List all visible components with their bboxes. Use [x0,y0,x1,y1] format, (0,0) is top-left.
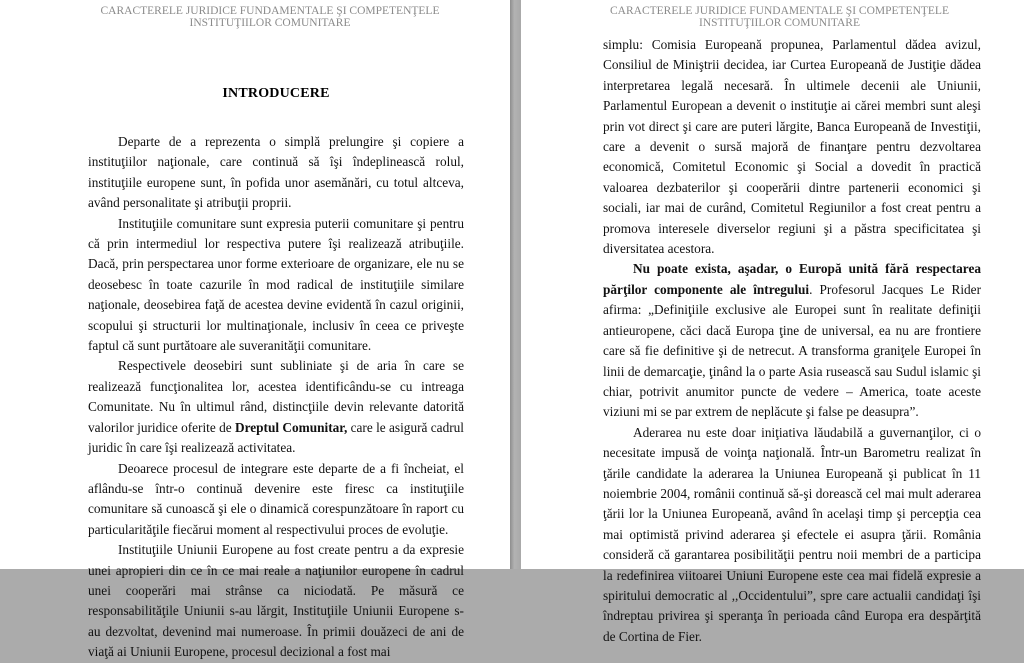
running-header-line-2: INSTITUŢIILOR COMUNITARE [189,17,351,29]
paragraph: Departe de a reprezenta o simplă prelungire şi copiere a instituţiilor naţionale, care continuă să îşi îndeplinească rolul, instituţiile europene sunt, în pofida unor asemănări, cu totul altceva, având personalitate şi atribuţii proprii. [88,134,464,211]
body-text-left [88,132,464,663]
document-page-left [0,0,510,660]
body-text-right [603,35,981,647]
paragraph: Aderarea nu este doar iniţiativa lăudabilă a guvernanţilor, ci o necesitate impusă de voinţa naţională. Într-un Barometru realizat în ţările candidate la aderarea la Uniunea Europeană şi publicat în 11 noiembrie 2004, românii continuă să-şi dorească cel mai mult aderarea ţării lor la Uniunea Europeană, având în acelaşi timp şi percepţia cea mai optimistă privind aderarea şi efectele ei asupra ţării. România consideră că garantarea posibilităţii pentru noii membri de a participa la redefinirea viitoarei Uniuni Europene este cea mai fidelă expresie a spiritului democratic al ,,Occidentului”, spre care actualii candidaţi îşi îndreptau privirea şi speranţa în perioada când Europa era despărţită de Cortina de Fier. [603,424,981,644]
paragraph-text: Respectivele deosebiri sunt subliniate şi de aria în care se realizează funcţionalitea lor, acestea identificându-se cu intreaga Comunitate. Nu în ultimul rând, distincţiile devin relevante datorită valorilor juridice oferite de [88,358,464,435]
paragraph [88,356,464,458]
bold-statement: Nu poate exista, aşadar, o Europă unită fără respectarea părţilor componente ale întregului [603,261,981,297]
paragraph-text: care le asigură cadrul juridic în care îşi realizează activitatea. [88,419,464,456]
paragraph-text: . Profesorul Jacques Le Rider afirma: „Definiţiile exclusive ale Europei sunt în realitate definiţii antieuropene, căci dacă Europa ţine de universal, ea nu are frontiere care să fie definitive şi de netrecut. A transforma graniţele Europei în linii de demarcaţie, ţinând la o parte Asia rusească sau Sudul islamic şi chiar, potrivit anumitor puncte de vedere – America, toate aceste viziuni mi se par extrem de neplăcute şi false pe deasupra”. [603,281,981,420]
paragraph: Deoarece procesul de integrare este departe de a fi încheiat, el aflându-se într-o continuă devenire este firesc ca instituţiile comunitare să cunoască şi ele o dinamică corespunzătoare în raport cu particularităţile fiecărui moment al respectivului proces de evoluţie. [88,460,464,537]
paragraph [603,259,981,422]
section-title: INTRODUCERE [222,86,330,101]
running-header-line-1: CARACTERELE JURIDICE FUNDAMENTALE ŞI COMPETENŢELE [100,5,440,17]
running-header-line-1: CARACTERELE JURIDICE FUNDAMENTALE ŞI COMPETENŢELE [610,5,949,17]
running-header [521,5,1024,29]
running-header-line-2: INSTITUŢIILOR COMUNITARE [698,17,861,29]
page-gap [510,0,521,569]
paragraph: simplu: Comisia Europeană propunea, Parlamentul dădea avizul, Consiliul de Miniştrii decidea, iar Curtea Europeană de Justiţie dădea interpretarea legală necesară. În ultimele decenii ale Uniunii, Parlamentul European a devenit o instituţie ai cărei membri sunt aleşi prin vot direct şi care are puteri lărgite, Banca Europeană de Investiţii, care a devenit o sursă majoră de finanţare pentru dezvoltarea economică, Comitetul Economic şi Social a dovedit în practică valoarea dezbaterilor şi cooperării dintre partenerii economici şi sociali, iar mai de curând, Comitetul Regiunilor a fost creat pentru a promova interesele diverselor regiuni şi a păstra specificitatea şi diversitatea acestora. [603,37,981,257]
document-page-right [521,0,1024,644]
bold-term: Dreptul Comunitar, [234,419,348,435]
paragraph: Instituţiile Uniunii Europene au fost create pentru a da expresie unei apropieri din ce în ce mai reale a naţiunilor europene în cadrul unei cooperări mai strânse ca niciodată. Pe măsură ce responsabilităţile Uniunii s-au lărgit, Instituţiile Uniunii Europene s-au dezvoltat, devenind mai numeroase. În primii douăzeci de ani de viaţă ai Uniunii Europene, procesul decizional a fost mai [88,542,464,660]
running-header [0,5,510,29]
paragraph: Instituţiile comunitare sunt expresia puterii comunitare şi pentru că prin intermediul lor respectiva putere îşi realizează atribuţiile. Dacă, prin perspectarea unor forme exterioare de organizare, ele nu se deosebesc în toate cazurile în mod radical de instituţiile similare naţionale, deosebirea faţă de acestea devine evidentă în cazul originii, scopului şi structurii lor multinaţionale, inclusiv în ceea ce priveşte faptul că sunt purtătoare ale suveranităţii comunitare. [88,215,464,354]
